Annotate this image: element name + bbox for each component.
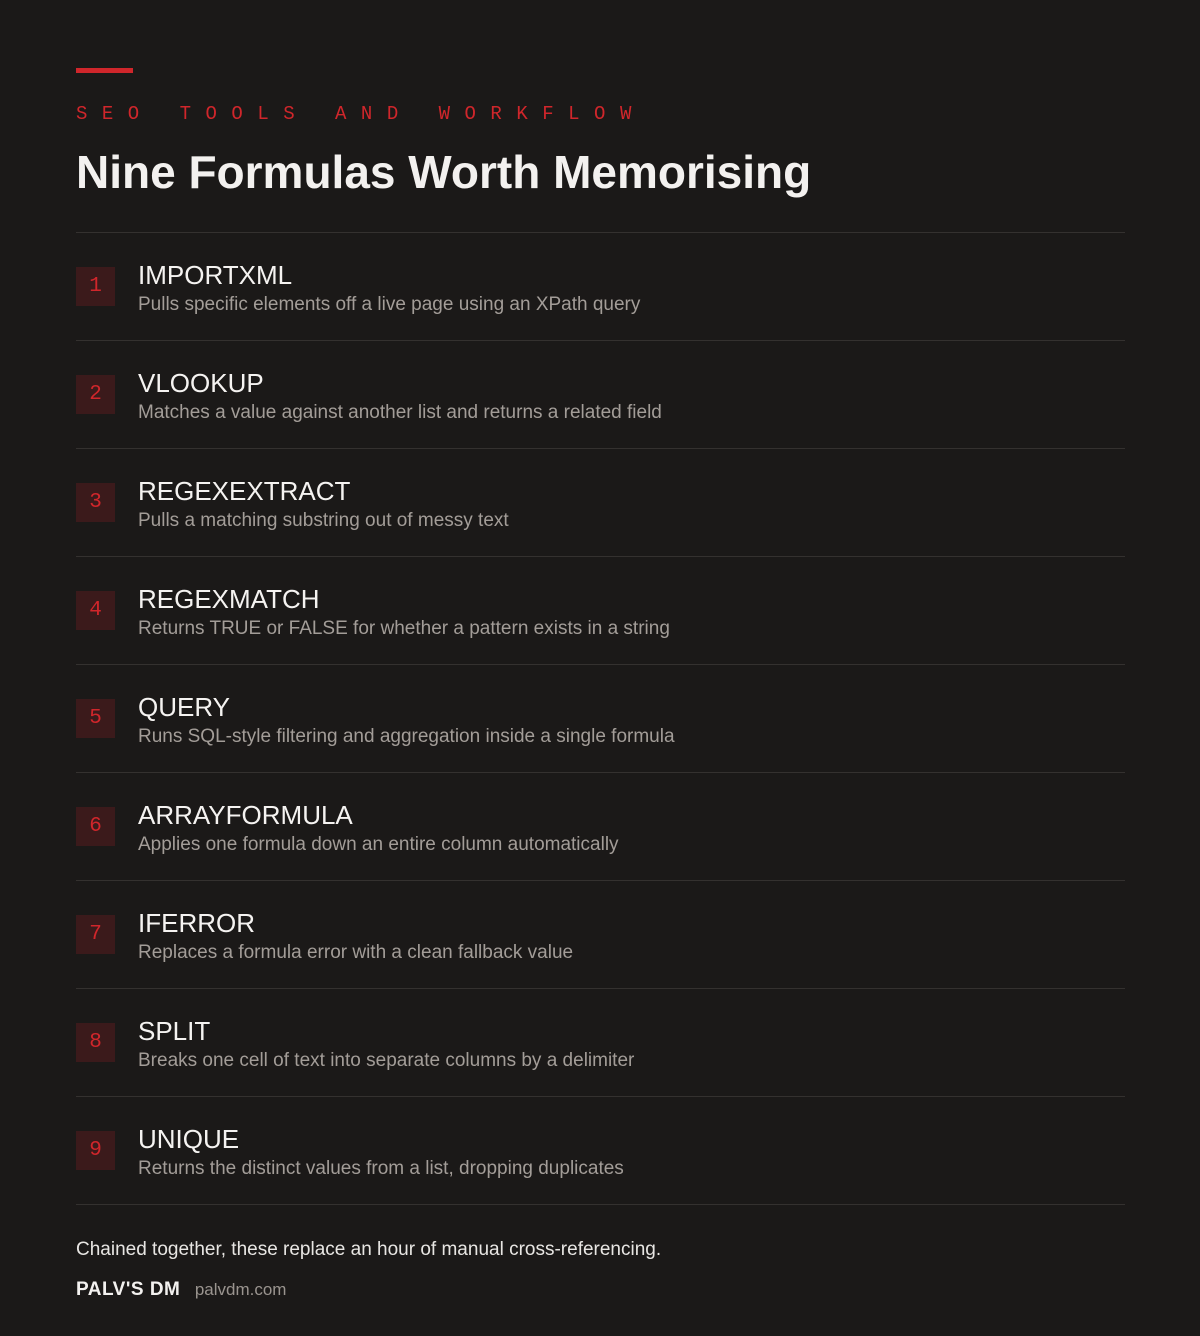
page-title: Nine Formulas Worth Memorising [76,146,812,198]
item-number-badge: 4 [76,591,115,630]
formula-name: SPLIT [138,1016,211,1046]
formula-description: Runs SQL-style filtering and aggregation inside a single formula [138,726,675,747]
item-number-badge: 1 [76,267,115,306]
list-item [76,1097,1125,1205]
item-number-badge: 5 [76,699,115,738]
list-item [76,341,1125,449]
formula-name: REGEXEXTRACT [138,476,351,506]
formula-description: Returns the distinct values from a list, dropping duplicates [138,1158,624,1179]
formula-name: IFERROR [138,908,255,938]
brand-url: palvdm.com [194,1280,287,1299]
list-item [76,989,1125,1097]
formula-name: UNIQUE [138,1124,240,1154]
formula-name: VLOOKUP [138,368,264,398]
item-number-badge: 9 [76,1131,115,1170]
formula-description: Matches a value against another list and returns a related field [138,402,662,423]
list-item [76,233,1125,341]
item-number-badge: 3 [76,483,115,522]
formula-description: Pulls a matching substring out of messy text [138,510,509,531]
formula-name: IMPORTXML [138,260,293,290]
list-item [76,665,1125,773]
list-item [76,881,1125,989]
formula-name: REGEXMATCH [138,584,320,614]
formula-description: Replaces a formula error with a clean fallback value [138,942,574,963]
item-number-badge: 6 [76,807,115,846]
list-item [76,773,1125,881]
item-number-badge: 7 [76,915,115,954]
formula-description: Returns TRUE or FALSE for whether a pattern exists in a string [138,618,670,639]
brand-signature [76,1279,286,1301]
eyebrow-label: SEO TOOLS AND WORKFLOW [76,103,646,125]
item-number-badge: 2 [76,375,115,414]
formula-description: Applies one formula down an entire column automatically [138,834,619,855]
item-number-badge: 8 [76,1023,115,1062]
formula-list [76,232,1125,1205]
list-item [76,557,1125,665]
footer-tagline: Chained together, these replace an hour of manual cross-referencing. [76,1239,662,1260]
formula-name: ARRAYFORMULA [138,800,353,830]
accent-bar [76,68,133,73]
formula-description: Breaks one cell of text into separate columns by a delimiter [138,1050,635,1071]
brand-name: PALV'S DM [76,1279,181,1300]
formula-description: Pulls specific elements off a live page using an XPath query [138,294,641,315]
list-item [76,449,1125,557]
formula-name: QUERY [138,692,230,722]
